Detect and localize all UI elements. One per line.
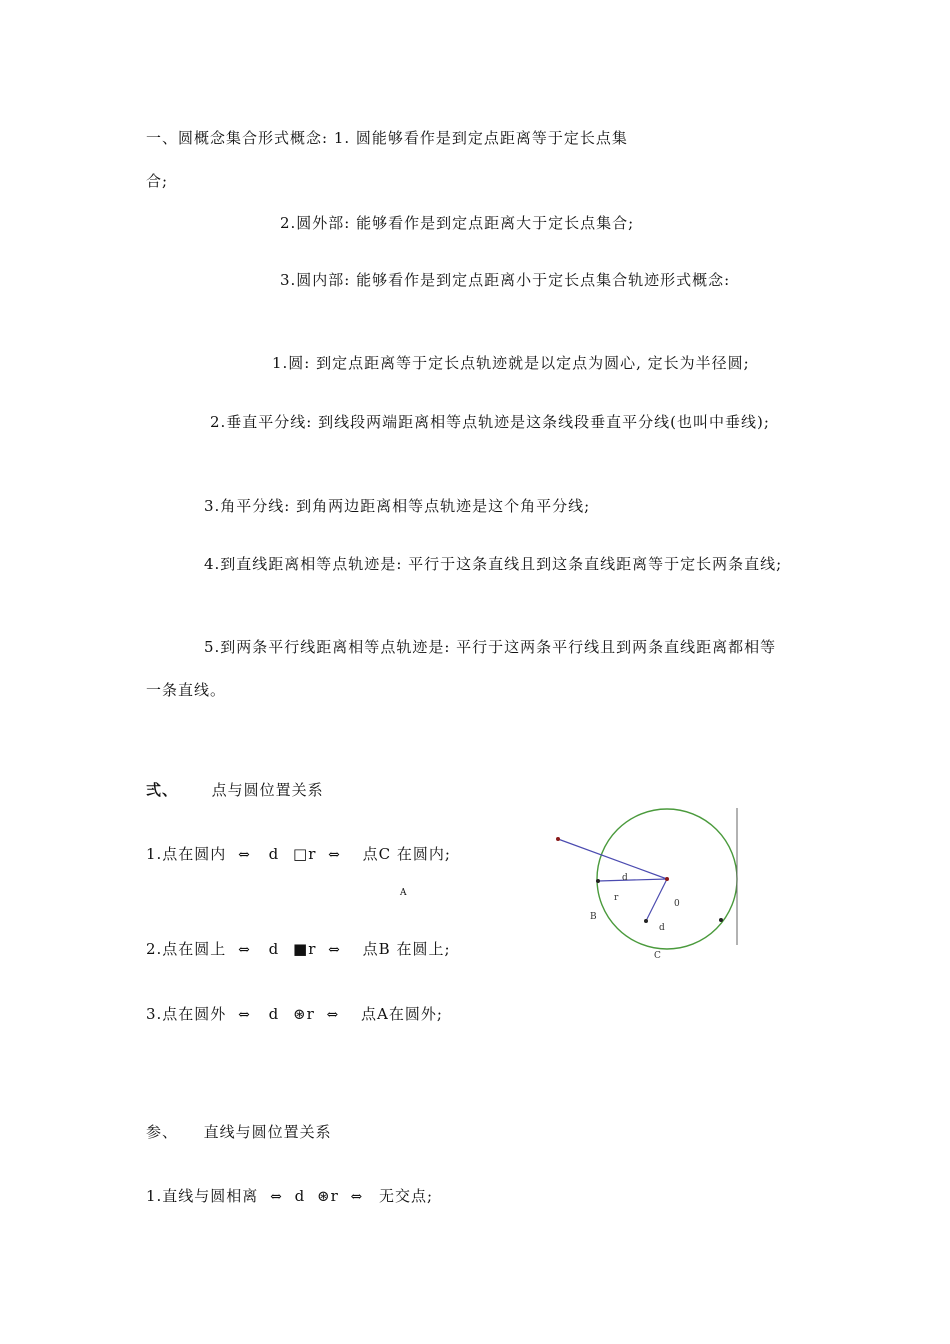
equivalence-icon: ⇔ — [238, 1007, 251, 1023]
point-relation-row-2: 2.点在圆上 ⇔ d ■r ⇔ 点B 在圆上; — [146, 940, 451, 958]
equivalence-icon: ⇔ — [238, 847, 251, 863]
label-r: r — [614, 893, 619, 903]
locus-item-5: 5.到两条平行线距离相等点轨迹是: 平行于这两条平行线且到两条直线距离都相等 — [204, 638, 777, 656]
section2-heading-text: 点与圆位置关系 — [211, 781, 324, 799]
point-b — [596, 879, 600, 883]
point-a — [556, 837, 560, 841]
section3-heading — [146, 1121, 332, 1142]
relation-symbol: □ — [293, 845, 309, 863]
label-d1: d — [622, 873, 628, 883]
section3-heading-text: 直线与圆位置关系 — [203, 1123, 332, 1141]
point-relation-row-3: 3.点在圆外 ⇔ d ⊛r ⇔ 点A在圆外; — [146, 1005, 443, 1023]
equivalence-icon: ⇔ — [326, 1007, 340, 1023]
point-relation-row-1: 1.点在圆内 ⇔ d □r ⇔ 点C 在圆内; — [146, 845, 451, 863]
locus-item-2: 2.垂直平分线: 到线段两端距离相等点轨迹是这条线段垂直平分线(也叫中垂线); — [210, 413, 770, 431]
locus-item-5-cont: 一条直线。 — [146, 681, 227, 699]
locus-item-1: 1.圆: 到定点距离等于定长点轨迹就是以定点为圆心, 定长为半径圆; — [272, 354, 750, 372]
line-relation-row-1: 1.直线与圆相离 ⇔ d ⊛r ⇔ 无交点; — [146, 1187, 434, 1205]
relation-symbol: ⊛ — [317, 1187, 331, 1205]
stray-label-a: A — [400, 888, 408, 898]
section1-line1: 一、圆概念集合形式概念: 1. 圆能够看作是到定点距离等于定长点集 — [146, 129, 628, 147]
label-o: 0 — [674, 899, 680, 909]
point-center — [665, 877, 669, 881]
equivalence-icon: ⇔ — [238, 942, 251, 958]
equivalence-icon: ⇔ — [328, 847, 341, 863]
section3-heading-num: 参、 — [146, 1123, 179, 1141]
circle-diagram — [540, 800, 760, 970]
section1-line1-cont: 合; — [146, 172, 169, 190]
section2-heading — [146, 779, 324, 800]
locus-item-4: 4.到直线距离相等点轨迹是: 平行于这条直线且到这条直线距离等于定长两条直线; — [204, 555, 783, 573]
equivalence-icon: ⇔ — [350, 1189, 364, 1205]
segment-c-o — [646, 879, 667, 921]
label-c: C — [654, 951, 661, 961]
segment-b-o — [598, 879, 667, 881]
segment-a-o — [558, 839, 667, 879]
point-c — [644, 919, 648, 923]
section2-heading-num: 弍、 — [146, 781, 179, 799]
equivalence-icon: ⇔ — [270, 1189, 283, 1205]
section1-item2: 2.圆外部: 能够看作是到定点距离大于定长点集合; — [280, 214, 635, 232]
section1-item3: 3.圆内部: 能够看作是到定点距离小于定长点集合轨迹形式概念: — [280, 271, 731, 289]
relation-symbol: ⊛ — [293, 1005, 307, 1023]
label-b: B — [590, 912, 597, 922]
relation-symbol: ■ — [293, 940, 309, 958]
point-on-circle — [719, 918, 723, 922]
locus-item-3: 3.角平分线: 到角两边距离相等点轨迹是这个角平分线; — [204, 497, 591, 515]
equivalence-icon: ⇔ — [328, 942, 341, 958]
label-d2: d — [659, 923, 665, 933]
